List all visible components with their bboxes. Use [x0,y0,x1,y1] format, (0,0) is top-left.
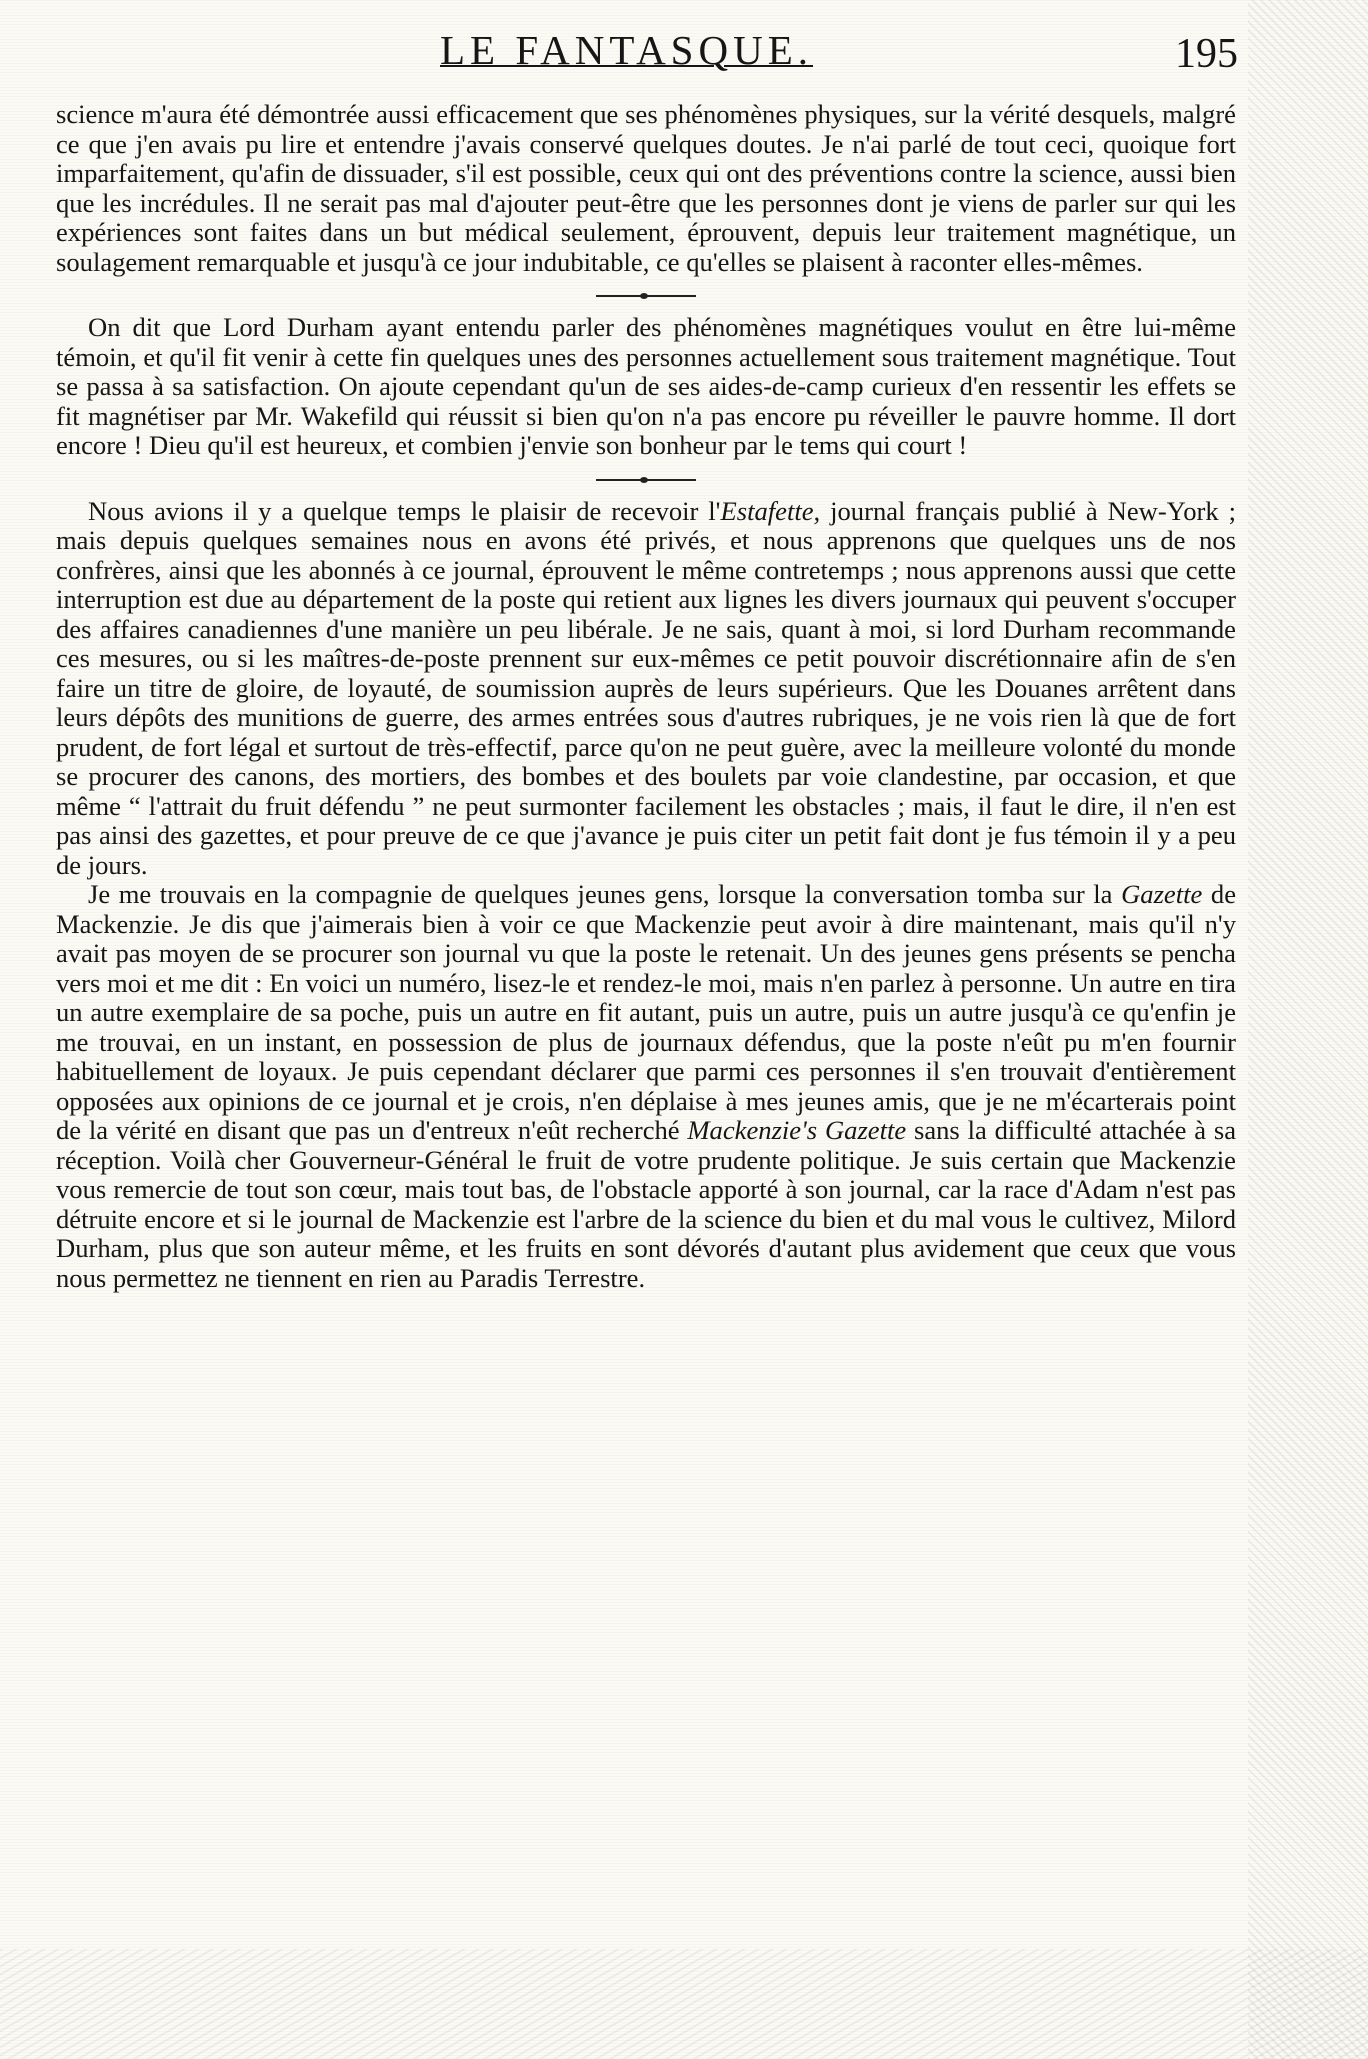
article-body [56,100,1236,1293]
paper-texture [1248,0,1368,2059]
newspaper-name-mackenzies-gazette: Mackenzie's Gazette [687,1115,907,1145]
newspaper-name-gazette: Gazette [1121,879,1203,909]
section-divider [56,277,1236,313]
section-divider [56,461,1236,497]
newspaper-name-estafette: Estafette, [720,495,821,526]
page-header [0,22,1368,82]
masthead-title: LE FANTASQUE. [440,27,814,73]
paragraph-mackenzie-gazette: Je me trouvais en la compagnie de quelques jeunes gens, lorsque la conversation tomba sur la Gazette de Mackenzie. Je dis que j'aimerais bien à voir ce que Mackenzie peut avoir à dire maintenant, mais qu'il n'y avait pas moyen de se procurer son journal vu que la poste le retenait. Un des jeunes gens présents se pencha vers moi et me dit : En voici un numéro, lisez-le et rendez-le moi, mais n'en parlez à personne. Un autre en tira un autre exemplaire de sa poche, puis un autre en fit autant, puis un autre, puis un autre jusqu'à ce qu'enfin je me trouvai, en un instant, en possession de plus de journaux défendus, que la poste n'eût pu m'en fournir habituellement de loyaux. Je puis cependant déclarer que parmi ces personnes il s'en trouvait d'entièrement opposées aux opinions de ce journal et je crois, n'en déplaise à mes jeunes amis, que je ne m'écarterais point de la vérité en disant que pas un d'entreux n'eût recherché Mackenzie's Gazette sans la difficulté attachée à sa réception. Voilà cher Gouverneur-Général le fruit de votre prudente politique. Je suis certain que Mackenzie vous remercie de tout son cœur, mais tout bas, de l'obstacle apporté à son journal, car la race d'Adam n'est pas détruite encore et si le journal de Mackenzie est l'arbre de la science du bien et du mal vous le cultivez, Milord Durham, plus que son auteur même, et les fruits en sont dévorés d'autant plus avidement que ceux que vous nous permettez ne tiennent en rien au Paradis Terrestre. [56,879,1237,1293]
paragraph-estafette: Nous avions il y a quelque temps le plaisir de recevoir l'Estafette, journal français publié à New-York ; mais depuis quelques semaines nous en avons été privés, et nous apprenons que quelques uns de nos confrères, ainsi que les abonnés à ce journal, éprouvent le même contretemps ; nous apprenons aussi que cette interruption est due au département de la poste qui retient aux lignes les divers journaux qui peuvent s'occuper des affaires canadiennes d'une manière un peu libérale. Je ne sais, quant à moi, si lord Durham recommande ces mesures, ou si les maîtres-de-poste prennent sur eux-mêmes ce petit pouvoir discrétionnaire afin de s'en faire un titre de gloire, de loyauté, de soumission auprès de leurs supérieurs. Que les Douanes arrêtent dans leurs dépôts des munitions de guerre, des armes entrées sous d'autres rubriques, je ne vois rien là que de fort prudent, de fort légal et surtout de très-effectif, parce qu'on ne peut guère, avec la meilleure volonté du monde se procurer des canons, des mortiers, des bombes et des boulets par voie clandestine, par occasion, et que même “ l'attrait du fruit défendu ” ne peut surmonter facilement les obstacles ; mais, il faut le dire, il n'en est pas ainsi des gazettes, et pour preuve de ce que j'avance je puis citer un petit fait dont je fus témoin il y a peu de jours. [56,495,1236,880]
paragraph-magnetism-conclusion: science m'aura été démontrée aussi efficacement que ses phénomènes physiques, sur la vérité desquels, malgré ce que j'en avais pu lire et entendre j'avais conservé quelques doutes. Je n'ai parlé de tout ceci, quoique fort imparfaitement, qu'afin de dissuader, s'il est possible, ceux qui ont des préventions contre la science, aussi bien que les incrédules. Il ne serait pas mal d'ajouter peut-être que les personnes dont je viens de parler sur qui les expériences sont faites dans un but médical seulement, éprouvent, depuis leur traitement magnétique, un soulagement remarquable et jusqu'à ce jour indubitable, ce qu'elles se plaisent à raconter elles-mêmes. [56,99,1236,277]
page-number: 195 [1175,31,1238,77]
paper-texture-bottom [0,1949,1368,2059]
paragraph-lord-durham: On dit que Lord Durham ayant entendu parler des phénomènes magnétiques voulut en être lui-même témoin, et qu'il fit venir à cette fin quelques unes des personnes actuellement sous traitement magnétique. Tout se passa à sa satisfaction. On ajoute cependant qu'un de ses aides-de-camp curieux d'en ressentir les effets se fit magnétiser par Mr. Wakefild qui réussit si bien qu'on n'a pas encore pu réveiller le pauvre homme. Il dort encore ! Dieu qu'il est heureux, et combien j'envie son bonheur par le tems qui court ! [56,312,1236,460]
